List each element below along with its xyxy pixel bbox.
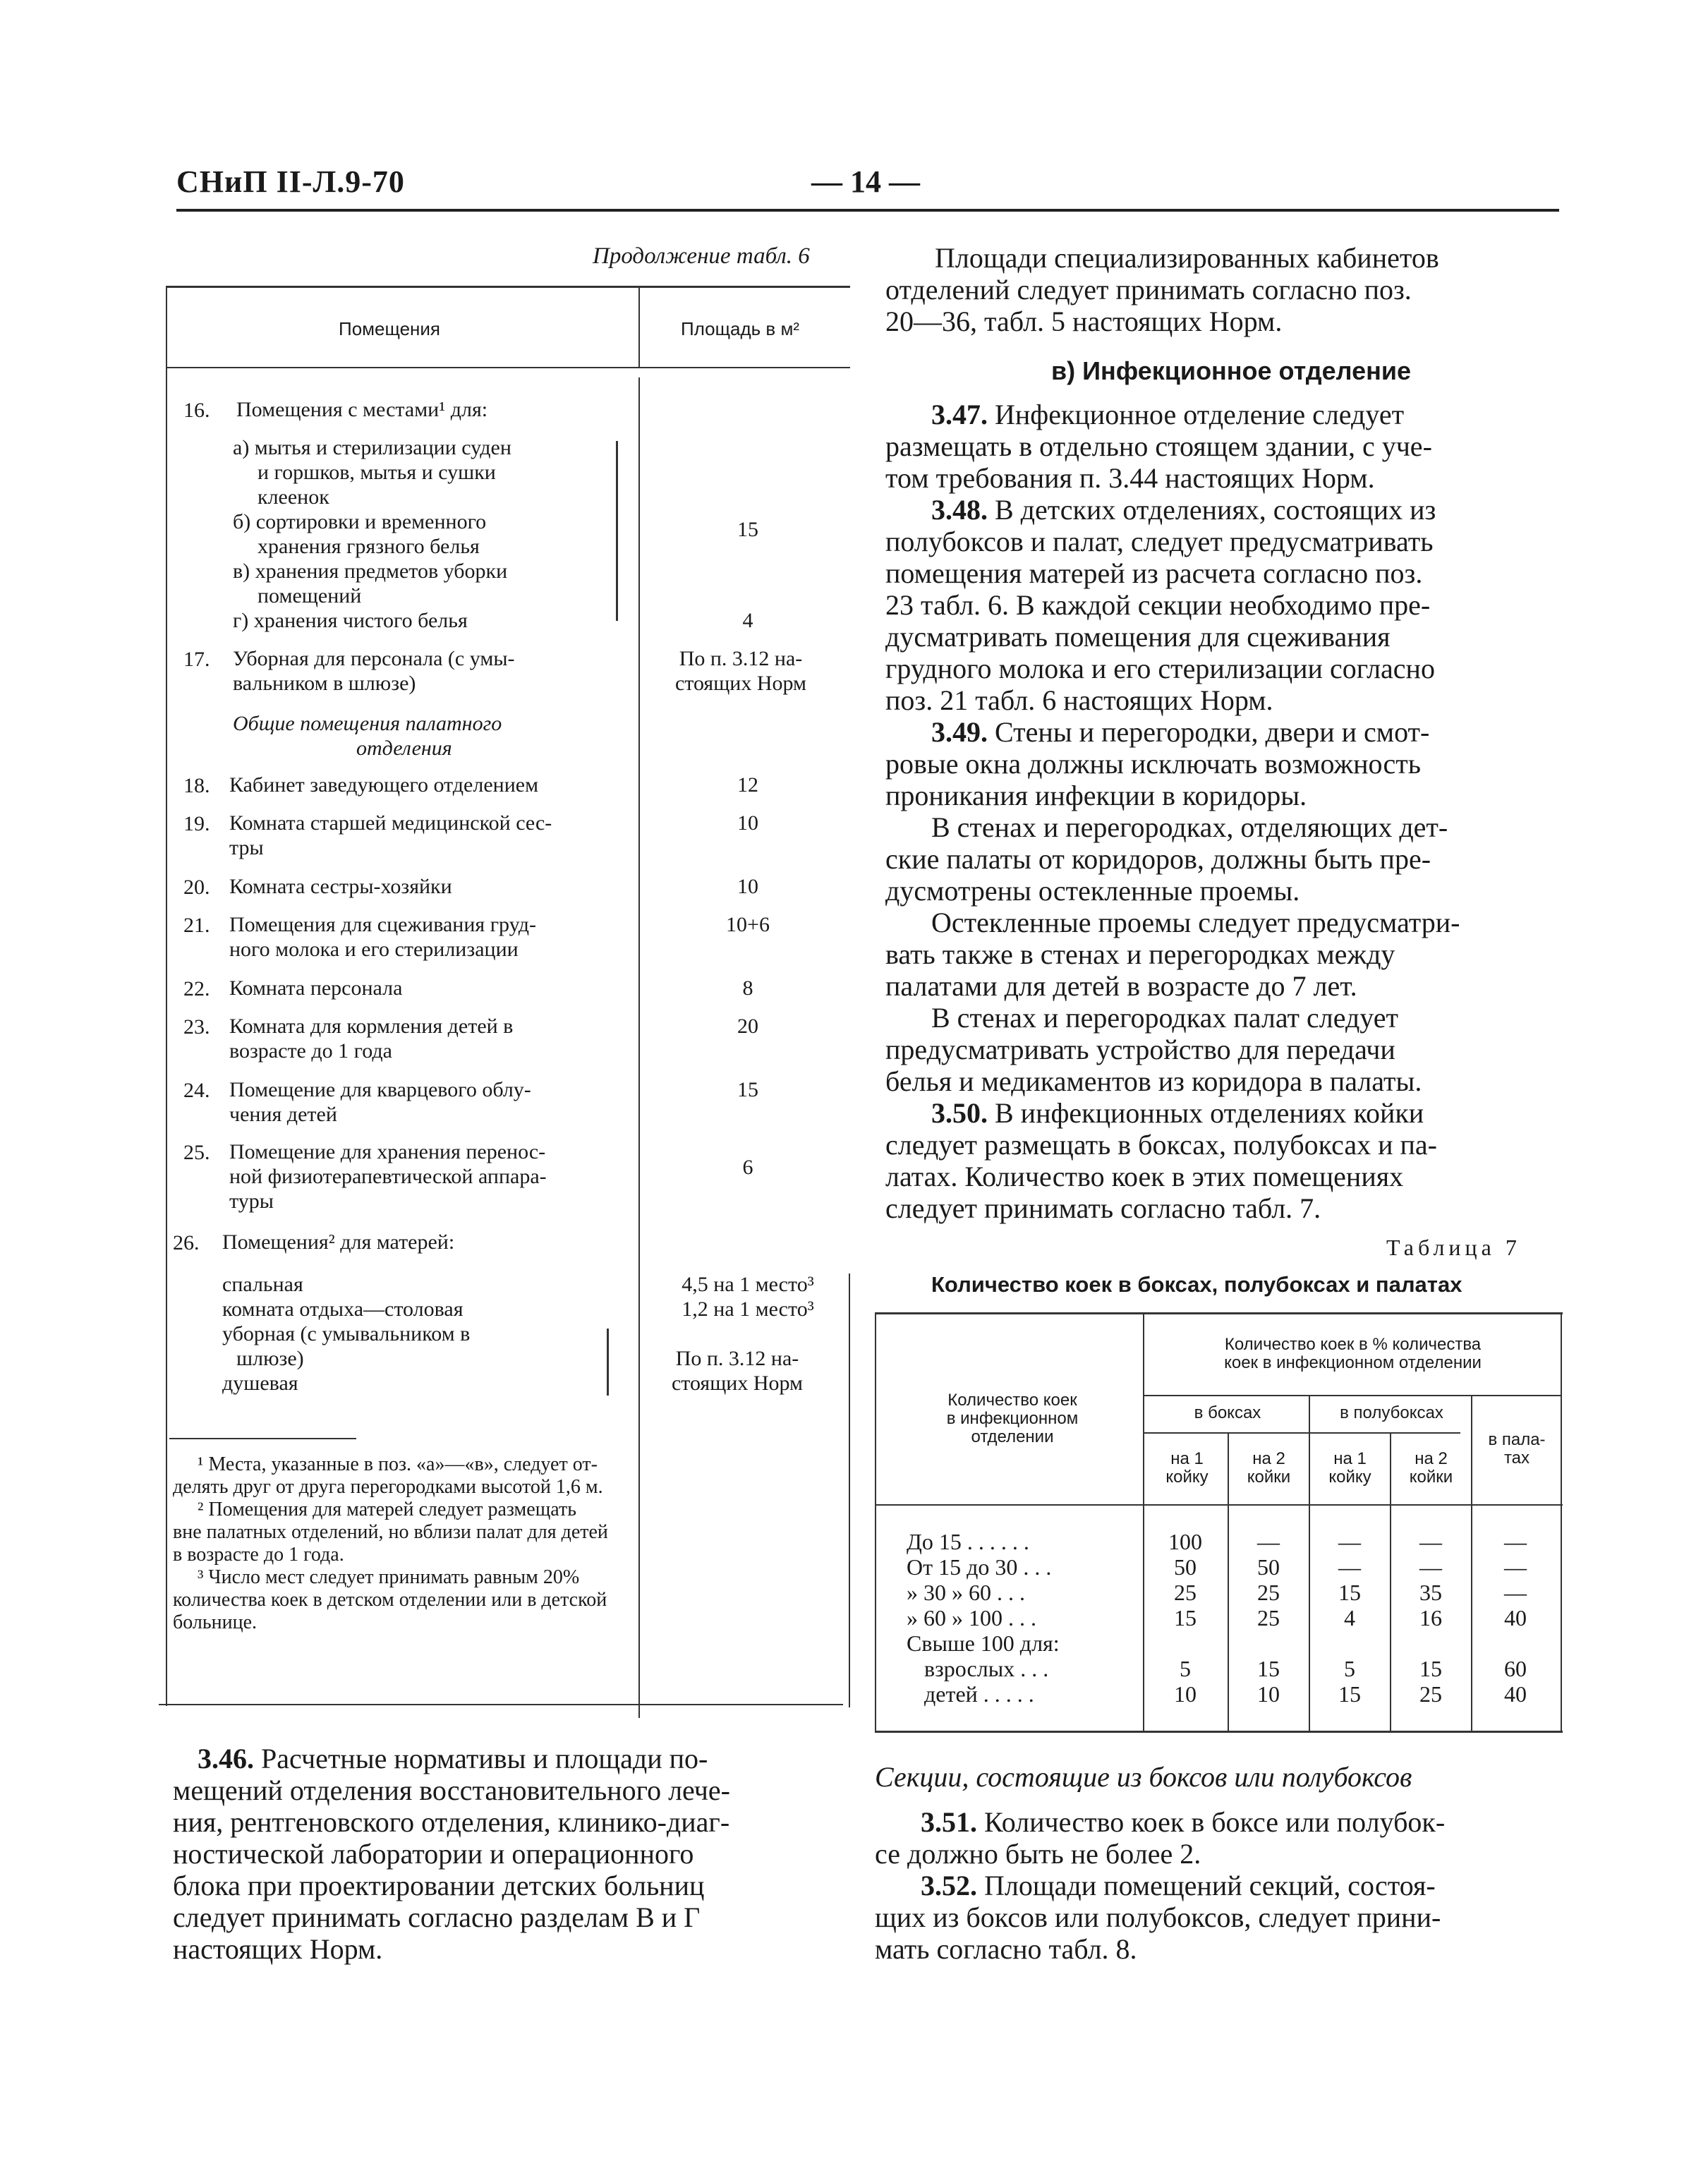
row-17-value-2: стоящих Норм <box>674 672 807 695</box>
table6-top-rule <box>166 286 850 288</box>
row-26a-value: 4,5 на 1 место³ <box>682 1273 814 1296</box>
table7-title: Количество коек в боксах, полубоксах и палатах <box>931 1272 1462 1297</box>
row-21-line-1: Помещения для сцеживания груд- <box>229 913 536 936</box>
para-3-49-line-2: ровые окна должны исключать возможность <box>885 748 1421 780</box>
row-16abc-value: 15 <box>737 518 758 541</box>
row-26cd-value-2: стоящих Норм <box>671 1372 804 1395</box>
section-infectious-heading: в) Инфекционное отделение <box>1051 356 1411 385</box>
row-16-number: 16. <box>183 399 210 422</box>
sections-heading: Секции, состоящие из боксов или полубоксов <box>875 1761 1412 1793</box>
row-25-line-1: Помещение для хранения перенос- <box>229 1140 546 1163</box>
para-3-46-text-1: Расчетные нормативы и площади по- <box>261 1743 708 1774</box>
para-3-52-text-1: Площади помещений секций, состоя- <box>984 1870 1436 1901</box>
footnote-1-line-1: ¹ Места, указанные в поз. «а»—«в», следует от- <box>198 1453 598 1475</box>
table7-head-beds-2: в инфекционном <box>946 1409 1079 1428</box>
table7-head-wards-2: тах <box>1503 1448 1530 1468</box>
row-26a: спальная <box>222 1273 303 1296</box>
row-16b-line-1: б) сортировки и временного <box>233 510 487 533</box>
para-3-49b-line-1: В стенах и перегородках, отделяющих дет- <box>931 811 1448 843</box>
para-3-47-text-1: Инфекционное отделение следует <box>995 399 1405 430</box>
table6-col-area: Площадь в м² <box>681 318 799 339</box>
row-26cd-value-1: По п. 3.12 на- <box>675 1347 799 1370</box>
table7-row-label: До 15 . . . . . . <box>907 1529 1029 1554</box>
row-25-value: 6 <box>742 1156 753 1179</box>
table7-row-label: » 30 » 60 . . . <box>907 1580 1025 1605</box>
row-16a-line-1: а) мытья и стерилизации суден <box>233 436 511 459</box>
table7-head-one-2b: койку <box>1328 1468 1371 1487</box>
row-16d: г) хранения чистого белья <box>233 609 468 632</box>
table7-cell: 16 <box>1419 1605 1442 1630</box>
para-3-47-number: 3.47. <box>931 399 988 430</box>
para-3-48-line-7: поз. 21 табл. 6 настоящих Норм. <box>885 684 1273 716</box>
table7-cell: 10 <box>1257 1681 1280 1707</box>
row-19-number: 19. <box>183 812 210 835</box>
table7-cell: 25 <box>1257 1605 1280 1630</box>
row-24-line-1: Помещение для кварцевого облу- <box>229 1078 531 1101</box>
table7-head-two-1b: на 2 <box>1415 1449 1448 1468</box>
para-3-51-line-2: се должно быть не более 2. <box>875 1838 1201 1870</box>
table7-row-label: детей . . . . . <box>924 1681 1034 1707</box>
table7-cell: 35 <box>1419 1580 1442 1605</box>
row-26-number: 26. <box>173 1231 200 1254</box>
para-3-49c-line-2: вать также в стенах и перегородках между <box>885 938 1395 970</box>
table7-cell: 15 <box>1338 1580 1361 1605</box>
row-16d-value: 4 <box>742 609 753 632</box>
para-3-49d-line-2: предусматривать устройство для передачи <box>885 1034 1395 1065</box>
footnote-1-line-2: делять друг от друга перегородками высотой 1,6 м. <box>173 1476 603 1498</box>
table7-cell: — <box>1338 1554 1361 1580</box>
row-21-value: 10+6 <box>726 913 770 936</box>
table6-col-room: Помещения <box>339 318 441 339</box>
document-code: СНиП II-Л.9-70 <box>176 164 405 199</box>
row-26b: комната отдыха—столовая <box>222 1297 464 1321</box>
para-3-49-text-1: Стены и перегородки, двери и смот- <box>995 716 1430 748</box>
row-20-number: 20. <box>183 876 210 899</box>
table7-head-two-1a: на 2 <box>1252 1449 1285 1468</box>
para-3-49-line-1 <box>931 716 1429 748</box>
para-3-47-line-2: размещать в отдельно стоящем здании, с уче- <box>885 430 1432 462</box>
table7-top-rule <box>875 1312 1563 1314</box>
para-3-46-line-2: мещений отделения восстановительного лече- <box>173 1774 730 1806</box>
subheading-line-2: отделения <box>356 737 452 760</box>
para-3-47-line-1 <box>931 399 1404 430</box>
table7-row-label: Свыше 100 для: <box>907 1630 1060 1656</box>
para-3-49b-line-2: ские палаты от коридоров, должны быть пре- <box>885 843 1431 875</box>
para-3-50-line-4: следует принимать согласно табл. 7. <box>885 1192 1321 1224</box>
table7-cell: 100 <box>1168 1529 1202 1554</box>
table6-bottom-rule <box>159 1704 843 1705</box>
footnote-2-line-2: вне палатных отделений, но вблизи палат для детей <box>173 1521 608 1543</box>
row-22-value: 8 <box>742 976 753 1000</box>
row-26-brace <box>607 1329 609 1396</box>
para-3-49b-line-3: дусмотрены остекленные проемы. <box>885 875 1300 907</box>
table7-cell: — <box>1338 1529 1361 1554</box>
row-16-text: Помещения с местами¹ для: <box>236 398 488 421</box>
table7-cell: 60 <box>1504 1656 1527 1681</box>
row-19-line-1: Комната старшей медицинской сес- <box>229 811 552 835</box>
table7-bottom-rule <box>875 1731 1563 1733</box>
para-3-48-line-2: полубоксов и палат, следует предусматривать <box>885 526 1434 557</box>
table7-rule-pct <box>1143 1395 1561 1396</box>
row-17-number: 17. <box>183 648 210 671</box>
table7-cell: 50 <box>1257 1554 1280 1580</box>
table6-header-divider <box>638 288 640 367</box>
row-16b-line-2: хранения грязного белья <box>258 535 480 558</box>
footnote-3-line-2: количества коек в детском отделении или в детской <box>173 1589 607 1611</box>
row-26c-line-2: шлюзе) <box>236 1347 304 1370</box>
table6-header-rule <box>166 367 850 368</box>
para-3-46-line-1 <box>198 1743 708 1774</box>
table7-cell: — <box>1504 1529 1527 1554</box>
row-19-line-2: тры <box>229 836 264 859</box>
row-23-value: 20 <box>737 1015 758 1038</box>
row-25-line-2: ной физиотерапевтической аппара- <box>229 1165 547 1188</box>
row-16-brace <box>616 441 618 621</box>
row-17-line-2: вальником в шлюзе) <box>233 672 416 695</box>
table7-cell: — <box>1257 1529 1280 1554</box>
row-26b-value: 1,2 на 1 место³ <box>682 1297 814 1321</box>
table7-cell: — <box>1419 1529 1442 1554</box>
row-23-number: 23. <box>183 1015 210 1039</box>
intro-line-1: Площади специализированных кабинетов <box>935 242 1439 274</box>
row-22-number: 22. <box>183 977 210 1000</box>
para-3-51-line-1 <box>921 1806 1445 1838</box>
table7-cell: 40 <box>1504 1681 1527 1707</box>
table6-right-border <box>849 1273 850 1707</box>
row-16c-line-1: в) хранения предметов уборки <box>233 559 508 583</box>
para-3-48-line-6: грудного молока и его стерилизации согласно <box>885 653 1435 684</box>
table7-cell: 15 <box>1174 1605 1197 1630</box>
table7-head-semiboxes: в полубоксах <box>1340 1403 1443 1422</box>
row-21-number: 21. <box>183 914 210 937</box>
para-3-50-line-3: латах. Количество коек в этих помещениях <box>885 1161 1404 1192</box>
table7-head-semi-one <box>1310 1450 1390 1487</box>
table7-head-pct-1: Количество коек в % количества <box>1224 1335 1482 1354</box>
row-20-value: 10 <box>737 875 758 898</box>
table7-head-wards-1: в пала- <box>1488 1430 1546 1449</box>
para-3-50-line-1 <box>931 1097 1424 1129</box>
para-3-46-line-4: ностической лаборатории и операционного <box>173 1838 694 1870</box>
para-3-50-text-1: В инфекционных отделениях койки <box>995 1097 1424 1129</box>
row-25-number: 25. <box>183 1141 210 1164</box>
table7-cell: 25 <box>1419 1681 1442 1707</box>
table7-cell: 4 <box>1344 1605 1355 1630</box>
intro-line-3: 20—36, табл. 5 настоящих Норм. <box>885 305 1283 337</box>
footnote-3-line-1: ³ Число мест следует принимать равным 20% <box>198 1566 580 1588</box>
para-3-50-line-2: следует размещать в боксах, полубоксах и па- <box>885 1129 1437 1161</box>
table7-row-label: взрослых . . . <box>924 1656 1049 1681</box>
table7-head-beds-3: отделении <box>971 1427 1054 1446</box>
table7-left-border <box>875 1312 876 1732</box>
table6-column-divider <box>638 377 640 1718</box>
footnote-2-line-3: в возрасте до 1 года. <box>173 1544 344 1566</box>
para-3-48-line-3: помещения матерей из расчета согласно поз. <box>885 557 1423 589</box>
header-rule <box>176 209 1559 212</box>
table7-head-boxes: в боксах <box>1194 1403 1261 1422</box>
row-21-line-2: ного молока и его стерилизации <box>229 938 519 961</box>
para-3-46-line-5: блока при проектировании детских больниц <box>173 1870 705 1901</box>
para-3-49-line-3: проникания инфекции в коридоры. <box>885 780 1307 811</box>
table7-rule-sub <box>1143 1432 1460 1434</box>
table7-head-beds-1: Количество коек <box>947 1391 1077 1410</box>
row-24-line-2: чения детей <box>229 1103 337 1126</box>
row-16a-line-3: клеенок <box>258 485 329 509</box>
para-3-50-number: 3.50. <box>931 1097 988 1129</box>
para-3-51-text-1: Количество коек в боксе или полубок- <box>984 1806 1446 1838</box>
row-19-value: 10 <box>737 811 758 835</box>
table7-cell: 40 <box>1504 1605 1527 1630</box>
para-3-49c-line-3: палатами для детей в возрасте до 7 лет. <box>885 970 1357 1002</box>
row-24-number: 24. <box>183 1079 210 1102</box>
para-3-46-line-7: настоящих Норм. <box>173 1933 383 1965</box>
para-3-46-line-3: ния, рентгеновского отделения, клинико-диаг- <box>173 1806 730 1838</box>
row-17-line-1: Уборная для персонала (с умы- <box>233 647 515 670</box>
table7-head-pct-2: коек в инфекционном отделении <box>1224 1353 1482 1372</box>
row-23-line-1: Комната для кормления детей в <box>229 1015 514 1038</box>
row-26d: душевая <box>222 1372 298 1395</box>
row-16c-line-2: помещений <box>258 584 362 607</box>
table7-head-beds <box>889 1391 1136 1446</box>
table7-cell: — <box>1504 1554 1527 1580</box>
table6 <box>145 286 850 1711</box>
table7-head-one-1a: на 1 <box>1170 1449 1204 1468</box>
table7-cell: 5 <box>1180 1656 1191 1681</box>
table7-cell: 15 <box>1257 1656 1280 1681</box>
table7-col-divider-1 <box>1143 1312 1144 1732</box>
row-20-text: Комната сестры-хозяйки <box>229 875 452 898</box>
para-3-49d-line-1: В стенах и перегородках палат следует <box>931 1002 1399 1034</box>
table7-cell: 15 <box>1419 1656 1442 1681</box>
row-24-value: 15 <box>737 1078 758 1101</box>
table7-col-divider-5 <box>1471 1395 1472 1732</box>
para-3-47-line-3: том требования п. 3.44 настоящих Норм. <box>885 462 1375 494</box>
table7-label: Таблица 7 <box>1386 1235 1521 1260</box>
table7-cell: 25 <box>1174 1580 1197 1605</box>
para-3-48-line-4: 23 табл. 6. В каждой секции необходимо пре- <box>885 589 1431 621</box>
table7-cell: 25 <box>1257 1580 1280 1605</box>
para-3-49d-line-3: белья и медикаментов из коридора в палаты. <box>885 1065 1422 1097</box>
table6-caption: Продолжение табл. 6 <box>593 243 810 269</box>
table7-cell: 5 <box>1344 1656 1355 1681</box>
row-25-line-3: туры <box>229 1190 274 1213</box>
row-17-value-1: По п. 3.12 на- <box>679 647 803 670</box>
table7 <box>875 1312 1563 1736</box>
footnote-rule <box>169 1438 356 1439</box>
table7-cell: 50 <box>1174 1554 1197 1580</box>
para-3-49-number: 3.49. <box>931 716 988 748</box>
table7-row-label: От 15 до 30 . . . <box>907 1554 1052 1580</box>
table7-head-two-2a: койки <box>1247 1468 1291 1487</box>
page-number: — 14 — <box>811 164 920 199</box>
table7-head-boxes-two <box>1229 1450 1309 1487</box>
para-3-51-number: 3.51. <box>921 1806 977 1838</box>
row-22-text: Комната персонала <box>229 976 403 1000</box>
row-26-text: Помещения² для матерей: <box>222 1230 455 1254</box>
footnote-2-line-1: ² Помещения для матерей следует размещать <box>198 1499 576 1520</box>
table7-row-label: » 60 » 100 . . . <box>907 1605 1036 1630</box>
table7-cell: 10 <box>1174 1681 1197 1707</box>
table7-right-border <box>1561 1312 1562 1732</box>
para-3-48-number: 3.48. <box>931 494 988 526</box>
intro-line-2: отделений следует принимать согласно поз. <box>885 274 1412 305</box>
table7-cell: 15 <box>1338 1681 1361 1707</box>
table7-head-two-2b: койки <box>1409 1468 1453 1487</box>
table6-left-border <box>166 288 167 1706</box>
para-3-52-number: 3.52. <box>921 1870 977 1901</box>
row-23-line-2: возрасте до 1 года <box>229 1039 392 1063</box>
table7-head-pct <box>1150 1336 1556 1372</box>
table7-head-semi-two <box>1391 1450 1471 1487</box>
para-3-46-line-6: следует принимать согласно разделам В и Г <box>173 1901 701 1933</box>
table7-header-rule <box>875 1504 1563 1506</box>
table7-head-wards <box>1474 1431 1559 1468</box>
table7-head-one-1b: на 1 <box>1333 1449 1367 1468</box>
footnote-3-line-3: больнице. <box>173 1611 257 1633</box>
table7-head-one-2a: койку <box>1165 1468 1209 1487</box>
table7-cell: — <box>1504 1580 1527 1605</box>
para-3-52-line-1 <box>921 1870 1436 1901</box>
table7-cell: — <box>1419 1554 1442 1580</box>
table7-head-boxes-one <box>1146 1450 1228 1487</box>
table7-col-divider-3 <box>1309 1395 1310 1732</box>
row-18-text: Кабинет заведующего отделением <box>229 773 539 797</box>
para-3-49c-line-1: Остекленные проемы следует предусматри- <box>931 907 1460 938</box>
row-18-value: 12 <box>737 773 758 797</box>
para-3-52-line-2: щих из боксов или полубоксов, следует прини- <box>875 1901 1441 1933</box>
para-3-46-number: 3.46. <box>198 1743 254 1774</box>
row-18-number: 18. <box>183 774 210 797</box>
subheading-line-1: Общие помещения палатного <box>233 712 502 735</box>
para-3-48-line-5: дусматривать помещения для сцеживания <box>885 621 1391 653</box>
para-3-48-text-1: В детских отделениях, состоящих из <box>995 494 1436 526</box>
row-16a-line-2: и горшков, мытья и сушки <box>258 461 496 484</box>
row-26c-line-1: уборная (с умывальником в <box>222 1322 471 1345</box>
para-3-52-line-3: мать согласно табл. 8. <box>875 1933 1137 1965</box>
para-3-48-line-1 <box>931 494 1436 526</box>
